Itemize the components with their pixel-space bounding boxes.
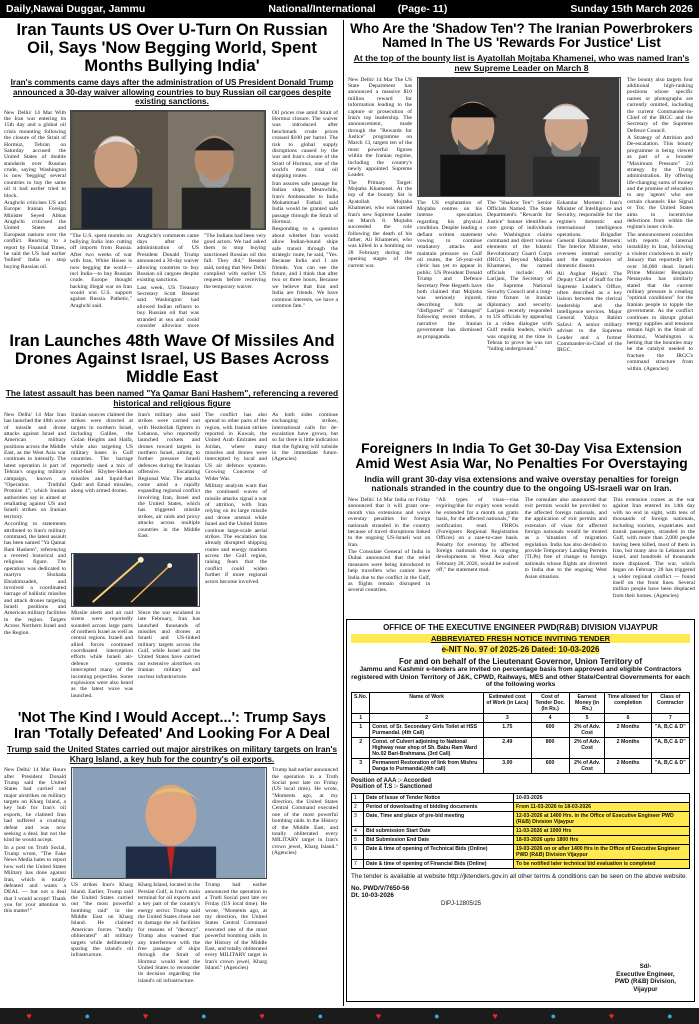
table-cell: 1.75 bbox=[484, 722, 531, 737]
table-cell: 3.00 bbox=[484, 758, 531, 773]
paragraph: Missile alerts and air raid sirens were reportedly sounded across large parts of northern Israel as well as central regions. Israeli and allied forces continued coordinated interception efforts while Israeli air-defence systems intercepted many of the incoming projectiles. Some explosions were also heard as the latest wave was launched. bbox=[71, 609, 133, 699]
table-cell: "A, B,C & D" bbox=[651, 758, 689, 773]
signature-block bbox=[615, 963, 676, 993]
issue-date: Sunday 15th March 2026 bbox=[570, 3, 693, 15]
paragraph: Araghchi criticises US and Europe: Iranian Foreign Minister Seyed Abbas Araghchi criticised the United States and European nations over the conflict. Reacting to a report by Financial Times, he said the US had earlier 'bullied' India to stop buying Russian oil. bbox=[4, 199, 66, 270]
paragraph: Ali Asghar Hejazi: The Deputy Chief of Staff for the Supreme Leader's Office, often described as a key liaison between the clerical leadership and the intelligence services. Major General Yahya Rahim Safavi: A senior military adviser to the Supreme Leader and a former Commander-in-Chief of the IRGC. bbox=[557, 270, 622, 354]
paragraph: This extension comes as the war against Iran entered its 14th day with no end in sight, with tens of thousands of foreign nationals, including tourists, expatriates and transit passengers, stranded in the Gulf, with more than 2,000 people having been killed, most of them in Iran, but many also in Lebanon and Israel, and hundreds of thousands more displaced. The war, which began on February 28 has triggered a wider regional conflict — found itself on the front lines. Several million people have been displaced from their homes. (Agencies) bbox=[612, 497, 695, 599]
column-number: 4 bbox=[531, 713, 569, 722]
masthead-bar bbox=[0, 0, 699, 18]
dot-icon: ● bbox=[550, 1011, 557, 1021]
table-cell: Period of downloading of bidding documents bbox=[364, 802, 514, 811]
table-row bbox=[352, 737, 690, 758]
deck: Iran's comments came days after the administration of US President Donald Trump announced a 30-day waiver allowing countries to buy Russian oil cargoes despite existing sanctions. bbox=[10, 78, 334, 107]
table-cell: 2 Months bbox=[605, 722, 651, 737]
dot-icon: ● bbox=[434, 1011, 440, 1021]
headline: Iran Launches 48th Wave Of Missiles And Drones Against Israel, US Bases Across Middle East bbox=[9, 333, 335, 386]
paragraph: The Consulate General of India in Dubai announced that the relief measures were being introduced to help travellers who cannot leave India due to the conflict in the Gulf, as flights remain disrupted in several countries. bbox=[348, 549, 431, 594]
table-cell: 2 bbox=[352, 737, 370, 758]
paper-name: Daily,Nawai Duggar, Jammu bbox=[6, 3, 146, 15]
table-row bbox=[352, 758, 690, 773]
paragraph: In a post on Truth Social, Trump wrote, "The Fake News Media hates to report how well the United States Military has done against Iran, which is totally defeated and wants a DEAL — but not a deal that I would accept! Thank you for your attention to this matter!" bbox=[4, 844, 66, 915]
table-cell: "A, B,C & D" bbox=[651, 722, 689, 737]
table-cell: 2 bbox=[352, 802, 364, 811]
paragraph: Last week, US Treasury Secretary Scott Bessent said Washington had allowed Indian refiners to buy Russian oil that was stranded at sea and could consider allowing more bbox=[137, 284, 199, 327]
table-cell: 600 bbox=[531, 722, 569, 737]
paragraph: "The Indians had been very good actors. We had asked them to stop buying sanctioned Russian oil this fall. They did," Bessent said, noting that New Delhi complied with earlier US requests before receiving the temporary waiver. bbox=[204, 232, 266, 290]
section-name: National/International bbox=[268, 3, 376, 15]
paragraph: The consulate also announced that exit permits would be provided to the affected foreign nationals, and the application of exit permits and extension of visas for affected foreign nationals would be treated as a 'situation of migration regulation. India has also decided to provide Temporary Landing Permits (TLPs) free of change to foreign nationals whose flights are diverted to India due to the ongoing West Asian situation. bbox=[524, 497, 607, 580]
table-cell: Const. of Culvert adjoining to National Highway near shop of Sh. Babu Ram Ward No.02 Bari-Brahmana. (3rd Call) bbox=[370, 737, 484, 758]
column-number: 3 bbox=[484, 713, 531, 722]
paragraph: Iran's military also said strikes were carried out with Hezbollah fighters in Lebanon, who reportedly launched rockets and drones toward targets in northern Israel, aiming to further pressure Israeli defences during the Iranian offensive. Escalating Regional War. The attacks come amid a rapidly expanding regional conflict involving Iran, Israel and the United States, which has triggered missile strikes, air raids and proxy attacks across multiple countries in the Middle East. bbox=[138, 411, 200, 539]
tender-ref-number: No. PWD/V/7650-56 bbox=[351, 884, 410, 892]
table-cell: Date, Time and place of pre-bid meeting bbox=[364, 811, 514, 826]
paragraph: The announcement coincides with reports of internal instability in Iran, following a violent crackdown in early January that reportedly left over 36,000 dead. Israeli Prime Minister Benjamin Netanyahu has similarly stated that the current military pressure is creating "optimal conditions" for the Iranian people to topple the government. As the conflict continues to disrupt global energy supplies and tensions remain high in the Strait of Hormuz, Washington is betting that the bounties may be the catalyst needed to fracture the IRGC's command structure from within. (Agencies) bbox=[627, 231, 693, 372]
story-trump-deal bbox=[4, 711, 340, 1005]
column-divider bbox=[343, 20, 344, 1006]
table-header: Name of Work bbox=[370, 692, 484, 713]
table-cell: Bid submission Start Date bbox=[364, 826, 514, 835]
paragraph: Eskandar Momeni: Iran's Minister of Intelligence and Security, responsible for the regime's domestic and international intelligence operations. Brigadier General Eskandar Momeni: The Interior Minister, who oversees internal security and the suppression of domestic dissent. bbox=[557, 199, 622, 270]
tender-intro-line: For and on behalf of the Lieutenant Governor, Union Territory of bbox=[399, 657, 642, 666]
table-cell: 5 bbox=[352, 835, 364, 844]
paragraph: According to statements attributed to Iran's military command, the latest assault has been named "Ya Qamar Bani Hashem", referencing a revered historical and religious figure. The operation was dedicated to martyrs Shohada Ebrahimzadeh, and involved a coordinated barrage of ballistic missiles and attack drones targeting Israeli positions and American military facilities in the region. Targets Across Northern Israel and the Region. bbox=[4, 521, 66, 636]
heart-icon: ♥ bbox=[608, 1011, 615, 1021]
table-cell: 7 bbox=[352, 859, 364, 868]
sign-line: Executive Engineer, bbox=[616, 970, 675, 978]
heart-icon: ♥ bbox=[492, 1011, 498, 1021]
dot-icon: ● bbox=[317, 1011, 324, 1021]
headline: Iran Taunts US Over U-Turn On Russian Oil, Says 'Now Begging World, Spent Months Bullying India' bbox=[16, 22, 328, 75]
deck: Trump said the United States carried out major airstrikes on military targets on Iran's Kharg Island, a key hub for the country's oil exports. bbox=[7, 745, 337, 764]
table-cell: 3 bbox=[352, 758, 370, 773]
paragraph: Military analysts warn that the continued waves of missile attacks signal a war of attrition, with Iran relying on its large missile and drone arsenal while Israel and the United States continue large-scale aerial strikes. The escalation has already disrupted shipping routes and energy markets across the Gulf region, raising fears that the conflict could widen further if more regional actors become involved. bbox=[205, 482, 267, 585]
paragraph: Responding to a question about whether Iran would allow Indian-bound ships safe transit through the strategic route, he said, "Yes. Because India and I are friends. You can see the future, and I think that after two or three hours, Because we believe that Iran and India are friends. We have common interests, we have a common fate." bbox=[272, 226, 338, 309]
table-cell: 2 Months bbox=[605, 737, 651, 758]
table-cell: 3 bbox=[352, 811, 364, 826]
paragraph: Oil prices rise amid Strait of Hormuz closure. The waiver was introduced after benchmark crude prices crossed $100 per barrel. The risk to global supply disruptions caused by the war and Iran's closure of the Strait of Hormuz, one of the world's most vital oil shipping routes. bbox=[272, 109, 338, 180]
paragraph: The bounty also targets four additional high-ranking positions whose specific names or photographs are currently omitted, including the current Commander-in-Chief of the IRGC and the Secretary of the Supreme Defence Council. bbox=[627, 76, 693, 134]
table-cell: Date & time of opening of Financial Bids (Online) bbox=[364, 859, 514, 868]
date-row bbox=[352, 826, 690, 835]
paragraph: The US explanation of Mojtaba centres on his intense speculation regarding his physical condition. Despite leading a defiant written statement vowing to continue retaliatory attacks and maintain pressure on Gulf oil routes, the 56-year-old cleric has yet to appear in public. US President Donald Trump and Defence Secretary Pete Hegseth have both claimed that Mojtaba was seriously injured, describing him as "disfigured" or "damaged" following recent strikes, a narrative the Iranian government has dismissed as propaganda. bbox=[417, 199, 482, 340]
table-cell: 1 bbox=[352, 793, 364, 802]
column-number: 2 bbox=[370, 713, 484, 722]
deck: India will grant 30-day visa extensions and waive overstay penalties for foreign nationals stranded in the country due to the ongoing US-Israeli war on Iran. bbox=[364, 473, 679, 494]
works-table bbox=[351, 692, 690, 774]
table-cell: To be notified later technical bid evaluation is completed bbox=[514, 859, 690, 868]
dot-icon: ● bbox=[667, 1011, 673, 1021]
page-number: (Page- 11) bbox=[397, 3, 448, 15]
ts-position: Position of T.S :- Sanctioned bbox=[351, 783, 432, 790]
headline: 'Not The Kind I Would Accept...': Trump Says Iran 'Totally Defeated' And Looking For A Deal bbox=[14, 711, 330, 742]
photo-trump bbox=[71, 767, 267, 879]
table-header: Estimated cost of Work (in Lacs) bbox=[484, 692, 531, 713]
paragraph: Iranian sources claimed the strikes were directed at targets in northern Israel, including Galilee, the Golan Heights and Haifa, while also targeting US military bases in Gulf countries. The barrage reportedly used a mix of solid-fuel Khyber-Shekan missiles and liquid-fuel Qadr and Emad missiles, along with armed drones. bbox=[71, 411, 133, 495]
photo-missile bbox=[71, 553, 200, 607]
table-cell: 18-03-2026 upto 1800 Hrs bbox=[514, 835, 690, 844]
paragraph: New Delhi/ 14 Mar Hours after President Donald Trump said the United States had carried out major airstrikes on military targets on Kharg Island, a key hub for Iran's oil exports, he claimed Iran had suffered a crushing defeat and was now seeking a deal, but not the kind he would accept. bbox=[4, 767, 66, 844]
table-cell: 1 bbox=[352, 722, 370, 737]
paragraph: Trump had earlier announced the operation in a Truth Social post late on Friday (US local time). He wrote, "Moments ago, at my direction, the United States Central Command executed one of the most powerful bombing raids in the History of the Middle East, and totally obliterated every MILITARY target in Iran's crown jewel, Kharg Island." (Agencies) bbox=[272, 767, 338, 857]
paragraph: New Delhi/ 14 Mar India on Friday announced that it will grant one-month visa extensions and waive overstay penalties for foreign nationals stranded in the country because of travel disruptions linked to the ongoing US-Israeli war on Iran. bbox=[348, 497, 431, 548]
table-row bbox=[352, 722, 690, 737]
table-cell: 2% of Adv. Cost bbox=[569, 737, 605, 758]
table-cell: 12-03-2026 at 1400 Hrs. in the Office of Executive Engineer PWD (R&B) Division Vijaypur bbox=[514, 811, 690, 826]
paragraph: The Primary Target: Mojtaba Khamenei. At the top of the bounty list is Ayatollah Mojtaba Khamenei, who was named Iran's new Supreme Leader on March 8. Mojtaba succeeded the role following the death of his father, Ali Khamenei, who was killed in a bombing on 28 February during the opening stages of the current war. bbox=[348, 179, 412, 269]
paragraph: Araghchi's comments came days after the administration of US President Donald Trump announced a 30-day waiver allowing countries to buy Russian oil cargoes despite existing sanctions. bbox=[137, 232, 199, 284]
story-48th-wave bbox=[4, 333, 340, 705]
table-cell: 6 bbox=[352, 844, 364, 859]
paragraph: The "Shadow Ten": Senior Officials Named. The State Department's "Rewards for Justice" banner identifies a core group of individuals who Washington claims command and direct various elements of the Islamic Revolutionary Guard Corps (IRGC). Beyond Mojtaba Khamenei, the named officials include: Ali Larijani, The Secretary of the Supreme National Security Council and a long-time fixture in Iranian diplomacy and security. Larijani recently responded to US officials by appearing in a video dialogue with Gulf media leaders, which was ongoing at the time in Tehran to prove he was not "hiding underground." bbox=[487, 199, 552, 353]
deck: At the top of the bounty list is Ayatollah Mojtaba Khamenei, who was named Iran's new Supreme Leader on March 8 bbox=[353, 52, 690, 73]
table-header: S.No. bbox=[352, 692, 370, 713]
column-number: 7 bbox=[651, 713, 689, 722]
heart-icon: ♥ bbox=[375, 1011, 382, 1021]
table-cell: 2.49 bbox=[484, 737, 531, 758]
photo-iranian-leaders bbox=[417, 77, 621, 197]
table-cell: 600 bbox=[531, 758, 569, 773]
date-row bbox=[352, 859, 690, 868]
paragraph: New Delhi/ 14 Mar With the Iran war entering its 15th day and a global oil crisis mounting following the closure of the Strait of Hormuz, Tehran on Saturday accused the United States of double standards over Russian crude, saying Washington is now 'begging' several countries to buy the same oil it had earlier tried to block. bbox=[4, 109, 66, 199]
dates-table bbox=[351, 793, 690, 869]
aaa-position: Position of AAA :- Accorded bbox=[351, 777, 431, 784]
table-header: Time allowed for completion bbox=[605, 692, 651, 713]
dot-icon: ● bbox=[84, 1011, 91, 1021]
paragraph: A Strategy of Attrition and De-escalation. This bounty programme is being viewed as part of a broader "Maximum Pressure" 2.0 strategy by the Trump administration. By offering life-changing sums of money and the promise of relocation to any 'agents' who use certain channels like Signal or Tor, the United States aims to incentivise defections from within the regime's inner circle. bbox=[627, 135, 693, 231]
paragraph: US strikes Iran's Kharg Island. Earlier, Trump said the United States carried out "the most powerful bombing raid" in the Middle East on Kharg Island. He claimed American forces "totally obliterated" all military targets while deliberately sparing the island's oil infrastructure. bbox=[71, 882, 133, 959]
dot-icon: ● bbox=[201, 1011, 207, 1021]
deck: The latest assault has been named "Ya Qamar Bani Hashem", referencing a revered historical and religious figure bbox=[5, 388, 339, 409]
sign-line: Vijaypur bbox=[633, 985, 658, 993]
footer-strip bbox=[0, 1008, 699, 1024]
tender-title: ABBREVIATED FRESH NOTICE INVITING TENDER bbox=[351, 634, 690, 643]
paragraph: New Delhi/ 14 Mar Iran has launched the 48th wave of missile and drone attacks against Israel and American military positions across the Middle East, as the West Asia war continues to intensify. The latest operation is part of Tehran's ongoing military campaign, known as "Operation Truthful Promise 4", which Iranian authorities say is aimed at retaliating against US and Israeli strikes on Iranian territory. bbox=[4, 411, 66, 520]
table-cell: Bid Submission End Date bbox=[364, 835, 514, 844]
column-number: 6 bbox=[605, 713, 651, 722]
table-header: Class of Contractor bbox=[651, 692, 689, 713]
heart-icon: ♥ bbox=[26, 1011, 32, 1021]
table-cell: 11-03-2026 at 1000 Hrs bbox=[514, 826, 690, 835]
heart-icon: ♥ bbox=[142, 1011, 149, 1021]
table-cell: 4 bbox=[352, 826, 364, 835]
table-cell: 800 bbox=[531, 737, 569, 758]
tender-website-note: The tender is available at website http://jktenders.gov.in all other terms & conditions can be seen on the above website. bbox=[351, 872, 688, 880]
table-cell: Date of Issue of Tender Notice bbox=[364, 793, 514, 802]
date-row bbox=[352, 811, 690, 826]
table-cell: Permanent Restoration of link from Mishru Danga to Purmandal.(4th call) bbox=[370, 758, 484, 773]
paragraph: Iran assures safe passage for Indian ships. Meanwhile, Iran's Ambassador to India Mohammad Fathali said India would be granted safe passage through the Strait of Hormuz. bbox=[272, 180, 338, 226]
table-cell: 10-03-2026 bbox=[514, 793, 690, 802]
dip-number: DIPJ-12805/25 bbox=[441, 900, 482, 907]
date-row bbox=[352, 835, 690, 844]
tender-notice bbox=[346, 619, 695, 1002]
table-header: Earnest Money (in Rs.) bbox=[569, 692, 605, 713]
sign-line: PWD (R&B) Division, bbox=[614, 978, 676, 986]
paragraph: As both sides continue exchanging strikes, international calls for de-escalation have grown, but so far there is little indication that the fighting will subside in the immediate future. (Agencies) bbox=[272, 411, 338, 463]
date-row bbox=[352, 844, 690, 859]
tender-ref-date: Dt. 10-03-2026 bbox=[351, 891, 394, 899]
table-cell: 2% of Adv. Cost bbox=[569, 722, 605, 737]
table-cell: "A, B,C & D" bbox=[651, 737, 689, 758]
date-row bbox=[352, 793, 690, 802]
table-cell: 2% of Adv. Cost bbox=[569, 758, 605, 773]
photo-araghchi bbox=[70, 110, 266, 230]
table-header: Cost of Tender Doc. (In Rs.) bbox=[531, 692, 569, 713]
table-cell: From 11-03-2026 to 18-03-2026 bbox=[514, 802, 690, 811]
story-visa-extension bbox=[348, 442, 695, 614]
tender-office: OFFICE OF THE EXECUTIVE ENGINEER PWD(R&B) DIVISION VIJAYPUR bbox=[383, 623, 658, 632]
paragraph: New Delhi/ 14 Mar The US State Department has announced a massive $10 million reward for information leading to the capture or prosecution of Iran's top leadership. The announcement, made through the "Rewards for Justice" programme on March 13, targets ten of the most powerful figures within the Iranian regime, including the country's newly appointed Supreme Leader. bbox=[348, 76, 412, 179]
paragraph: The conflict has also spread to other parts of the region, with Iranian strikes reported in Kuwait, the United Arab Emirates and Jordan, where many missiles and drones were intercepted by local and US air defence systems. Growing Concerns of Wider War. bbox=[205, 411, 267, 482]
paragraph: Trump had earlier announced the operation in a Truth Social post late on Friday (US local time). He wrote, "Moments ago, at my direction, the United States Central Command executed one of the most powerful bombing raids in the History of the Middle East, and totally obliterated every MILITARY target in Iran's crown jewel, Kharg Island." (Agencies) bbox=[205, 882, 267, 972]
story-russian-oil bbox=[4, 22, 340, 327]
paragraph: Since the war escalated in late February, Iran has launched thousands of missiles and drones at Israeli and US-linked military targets across the Gulf, while Israel and the United States have carried out extensive airstrikes on Iranian military and nuclear infrastructure. bbox=[138, 609, 200, 680]
table-cell: Date & time of opening of Technical Bids (Online) bbox=[364, 844, 514, 859]
headline: Foreigners In India To Get 30-Day Visa Extension Amid West Asia War, No Penalties For Overstaying bbox=[355, 442, 688, 471]
heart-icon: ♥ bbox=[259, 1011, 265, 1021]
tender-enit-number: e-NIT No. 97 of 2025-26 Dated: 10-03-2026 bbox=[441, 645, 600, 654]
table-cell: Const. of Sr. Secondary Girls Toilet at HSS Purmandal. (4th Call) bbox=[370, 722, 484, 737]
tender-intro-text: Jammu and Kashmir e-tenders are invited on percentage basis from approved and eligible Contractors registered with Union Territory of J&K, CPWD, Railways, MES and other State/Central Governments for each of the following works bbox=[351, 666, 690, 689]
table-cell: 2 Months bbox=[605, 758, 651, 773]
story-shadow-ten bbox=[348, 22, 695, 434]
column-number: 1 bbox=[352, 713, 370, 722]
column-number: 5 bbox=[569, 713, 605, 722]
paragraph: "All types of visas—visa expiring/due for expiry soon would be extended for a month on gratis basis, for the affected nationals," the notification read. FRROs (Foreigners Regional Registration Offices) on a case-to-case basis. Penalty for overstay by affected foreign nationals due to ongoing developments in West Asia after February 28, 2026, would be waived off," the statement read. bbox=[436, 497, 519, 574]
date-row bbox=[352, 802, 690, 811]
paragraph: "The U.S. spent months on bullying India into cutting off imports from Russia. After two weeks of war with Iran, White House is now begging the world—incl India—to buy Russian crude. Europe thought backing illegal war on Iran would win U.S. support against Russia. Pathetic," Araghchi said. bbox=[70, 232, 132, 309]
table-cell: 19-03-2026 on or after 1400 Hrs in the Office of Executive Engineer PWD (R&B) Division Vijaypur bbox=[514, 844, 690, 859]
headline: Who Are the 'Shadow Ten'? The Iranian Powerbrokers Named In The US 'Rewards For Justice' List bbox=[350, 22, 693, 51]
paragraph: Kharg Island, located in the Persian Gulf, is Iran's main terminal for oil exports and a key part of the country's energy sector. Trump said the United States chose not to damage the oil facilities for reasons of "decency". Trump also warned that any interference with the free passage of ships through the Strait of Hormuz would lead the United States to reconsider its decision regarding the island's oil infrastructure. bbox=[138, 882, 200, 984]
sign-line: Sd/- bbox=[639, 963, 652, 971]
